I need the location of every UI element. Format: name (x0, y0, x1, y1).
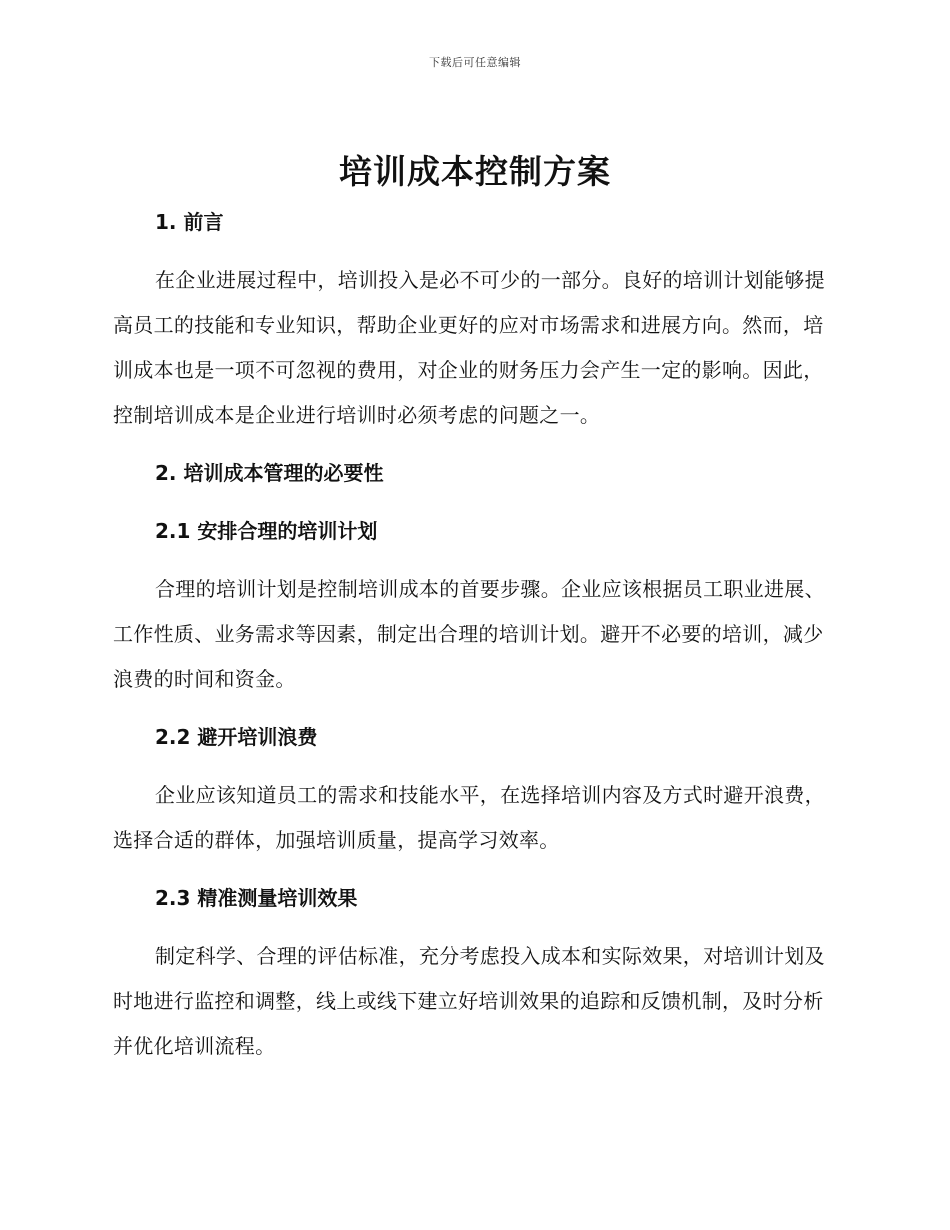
section-paragraph-training-plan: 合理的培训计划是控制培训成本的首要步骤。企业应该根据员工职业进展、工作性质、业务需求等因素，制定出合理的培训计划。避开不必要的培训，减少浪费的时间和资金。 (113, 577, 825, 691)
section-heading-necessity: 2. 培训成本管理的必要性 (155, 461, 384, 485)
section-paragraph-preface: 在企业进展过程中，培训投入是必不可少的一部分。良好的培训计划能够提高员工的技能和专业知识，帮助企业更好的应对市场需求和进展方向。然而，培训成本也是一项不可忽视的费用，对企业的财务压力会产生一定的影响。因此，控制培训成本是企业进行培训时必须考虑的问题之一。 (113, 268, 825, 427)
section-paragraph-avoid-waste: 企业应该知道员工的需求和技能水平，在选择培训内容及方式时避开浪费，选择合适的群体，加强培训质量，提高学习效率。 (113, 783, 825, 852)
section-heading-preface: 1. 前言 (155, 210, 224, 234)
section-heading-measure-effect: 2.3 精准测量培训效果 (155, 886, 358, 910)
section-heading-avoid-waste: 2.2 避开培训浪费 (155, 725, 318, 749)
page-header-note: 下载后可任意编辑 (429, 56, 521, 69)
document-body (113, 200, 833, 1069)
document-title: 培训成本控制方案 (339, 152, 611, 191)
section-paragraph-measure-effect: 制定科学、合理的评估标准，充分考虑投入成本和实际效果，对培训计划及时地进行监控和调整，线上或线下建立好培训效果的追踪和反馈机制，及时分析并优化培训流程。 (113, 944, 825, 1058)
section-heading-training-plan: 2.1 安排合理的培训计划 (155, 519, 378, 543)
